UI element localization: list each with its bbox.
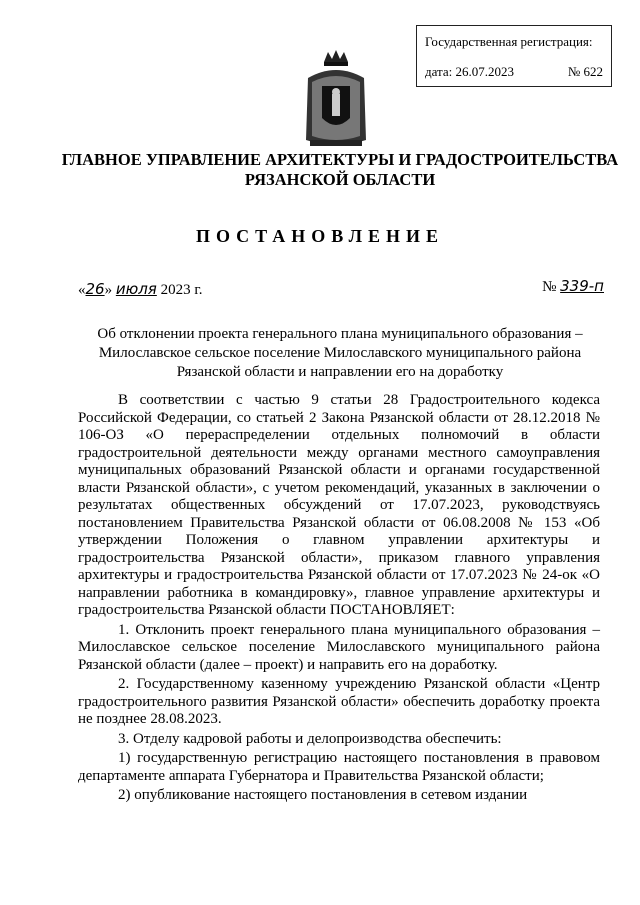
date-day: 26 <box>85 280 105 298</box>
document-body <box>78 392 600 805</box>
organization-name <box>40 150 640 190</box>
number-prefix: № <box>542 279 557 295</box>
stamp-title: Государственная регистрация: <box>425 34 593 49</box>
organization-line2: РЯЗАНСКОЙ ОБЛАСТИ <box>244 170 436 189</box>
document-type: ПОСТАНОВЛЕНИЕ <box>195 226 445 246</box>
document-number <box>542 277 604 296</box>
list-item: 1) государственную регистрацию настоящего постановления в правовом департаменте аппарата Губернатора и Правительства Рязанской области; <box>78 750 600 784</box>
registration-stamp <box>416 25 612 87</box>
document-subject: Об отклонении проекта генерального плана муниципального образования – Милославское сельское поселение Милославского муниципального района Рязанской области и направлении его на доработку <box>97 326 583 380</box>
date-open-quote: « <box>78 282 86 298</box>
document-date <box>78 280 203 299</box>
stamp-date: дата: 26.07.2023 <box>425 63 515 79</box>
list-item: 2) опубликование настоящего постановления в сетевом издании <box>118 787 528 803</box>
stamp-number: № 622 <box>567 63 603 79</box>
date-month: июля <box>115 280 157 298</box>
date-year: 2023 г. <box>160 282 203 298</box>
list-item: 2. Государственному казенному учреждению Рязанской области «Центр градостроительного развития Рязанской области» обеспечить доработку проекта не позднее 28.08.2023. <box>78 676 600 727</box>
preamble-paragraph: В соответствии с частью 9 статьи 28 Градостроительного кодекса Российской Федерации, со статьей 2 Закона Рязанской области от 28.12.2018 № 106-ОЗ «О перераспределении отдельных полномочий в области градостроительной деятельности между органами местного самоуправления муниципальных образований Рязанской области и органами государственной власти Рязанской области», с учетом рекомендаций, указанных в заключении о результатах общественных обсуждений от 17.07.2023, руководствуясь постановлением Правительства Рязанской области от 06.08.2008 № 153 «Об утверждении Положения о главном управлении архитектуры и градостроительства Рязанской области», приказом главного управления архитектуры и градостроительства Рязанской области от 17.07.2023 № 24-ок «О направлении работника в командировку», главное управление архитектуры и градостроительства Рязанской области ПОСТАНОВЛЯЕТ: <box>78 392 600 618</box>
date-close-quote: » <box>104 282 113 298</box>
coat-of-arms-icon <box>300 48 372 152</box>
list-item: 3. Отделу кадровой работы и делопроизводства обеспечить: <box>118 730 502 747</box>
organization-line1: ГЛАВНОЕ УПРАВЛЕНИЕ АРХИТЕКТУРЫ И ГРАДОСТРОИТЕЛЬСТВА <box>61 150 619 169</box>
list-item: 1. Отклонить проект генерального плана муниципального образования – Милославское сельское поселение Милославского муниципального района Рязанской области (далее – проект) и направить его на доработку. <box>78 621 600 673</box>
number-value: 339-п <box>560 277 604 295</box>
